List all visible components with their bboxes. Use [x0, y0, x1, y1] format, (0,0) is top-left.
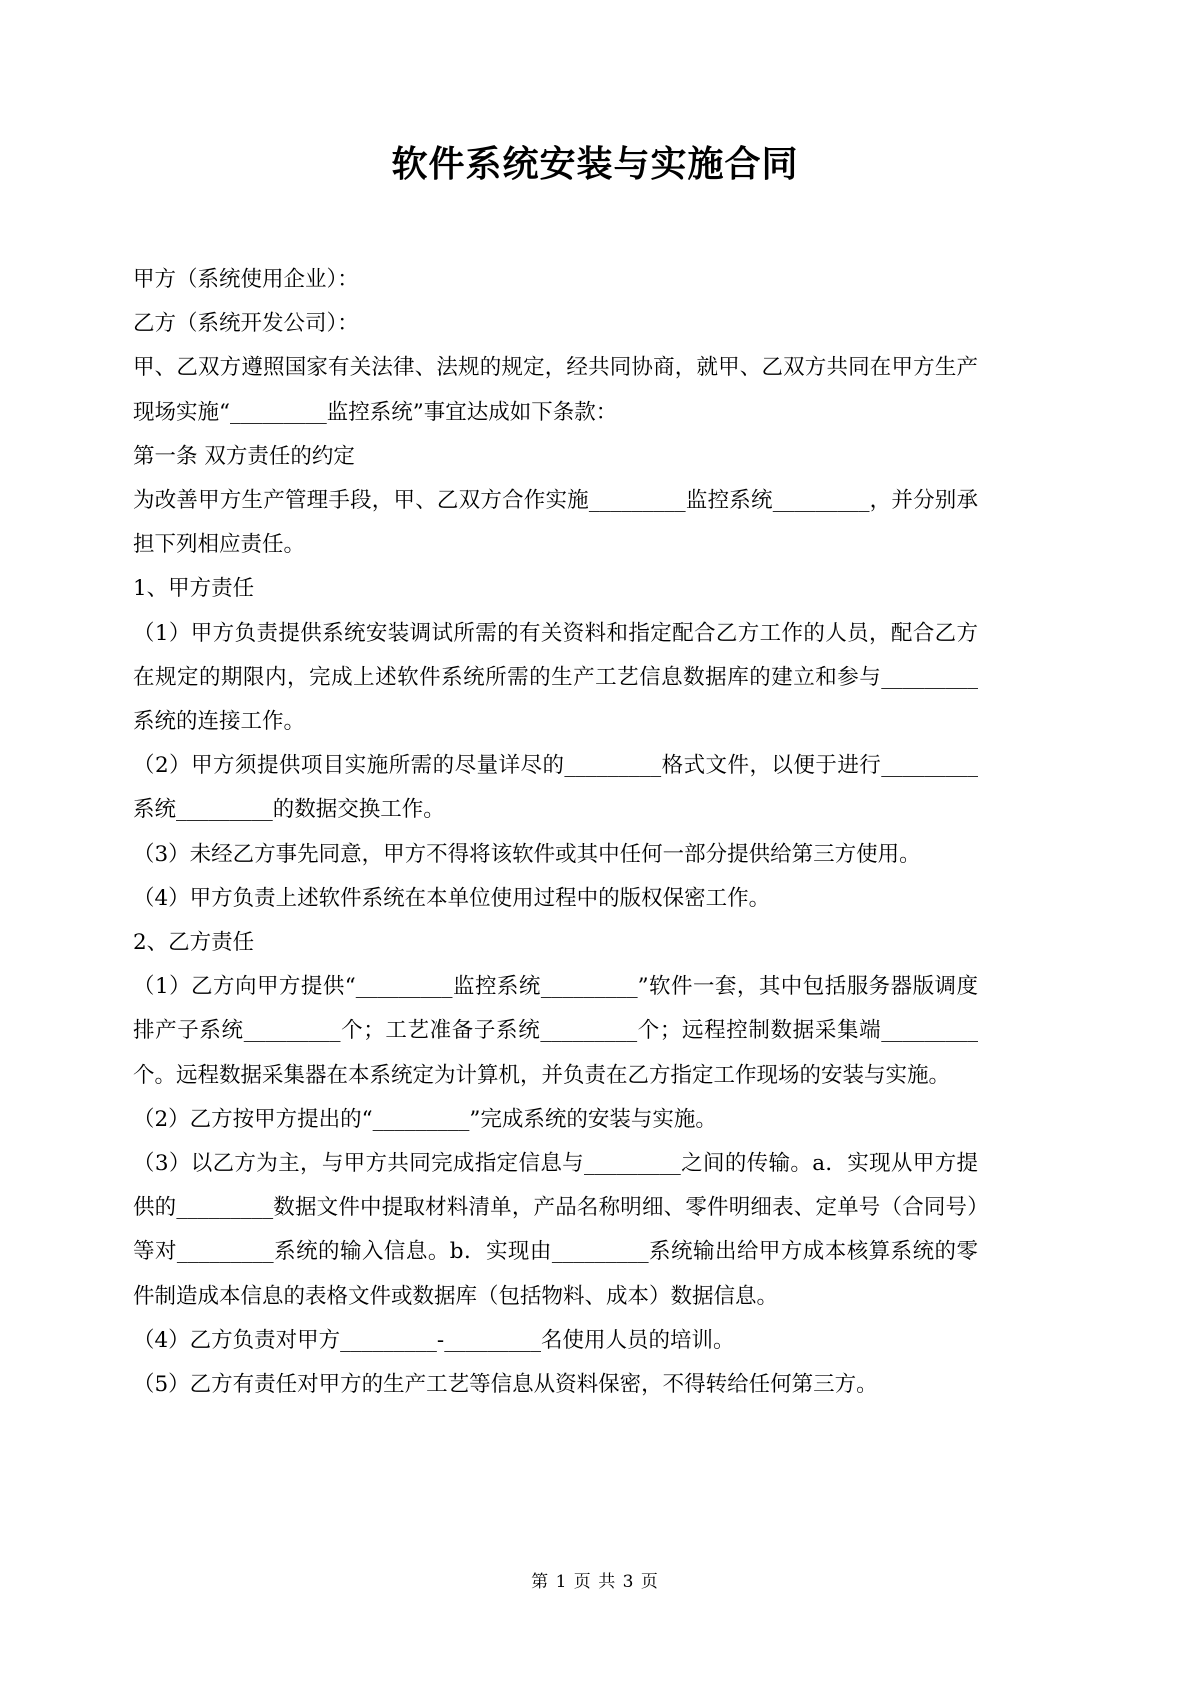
body-paragraph: （2）乙方按甲方提出的“_________”完成系统的安装与实施。 [133, 1106, 717, 1132]
body-paragraph: 甲方（系统使用企业）： [133, 267, 359, 292]
body-paragraph: （1）甲方负责提供系统安装调试所需的有关资料和指定配合乙方工作的人员，配合乙方在规定的期限内，完成上述软件系统所需的生产工艺信息数据库的建立和参与_________系统的连接工作。 [133, 620, 978, 735]
body-paragraph: （5）乙方有责任对甲方的生产工艺等信息从资料保密，不得转给任何第三方。 [133, 1372, 878, 1398]
body-paragraph: （4）乙方负责对甲方_________-_________名使用人员的培训。 [133, 1327, 735, 1353]
body-paragraph: （2）甲方须提供项目实施所需的尽量详尽的_________格式文件，以便于进行_________系统_________的数据交换工作。 [133, 753, 978, 823]
body-paragraph: （3）以乙方为主，与甲方共同完成指定信息与_________之间的传输。a．实现从甲方提供的_________数据文件中提取材料清单，产品名称明细、零件明细表、定单号（合同号）等对_________系统的输入信息。b．实现由_________系统输出给甲方成本核算系统的零件制造成本信息的表格文件或数据库（包括物料、成本）数据信息。 [133, 1151, 978, 1309]
body-paragraph: 1、甲方责任 [133, 576, 255, 602]
document-title: 软件系统安装与实施合同 [391, 143, 799, 185]
body-paragraph: （3）未经乙方事先同意，甲方不得将该软件或其中任何一部分提供给第三方使用。 [133, 841, 921, 867]
body-paragraph: （1）乙方向甲方提供“_________监控系统_________”软件一套，其中包括服务器版调度排产子系统_________个；工艺准备子系统_________个；远程控制数据采集端_________个。远程数据采集器在本系统定为计算机，并负责在乙方指定工作现场的安装与实施。 [133, 974, 978, 1088]
body-paragraph: 甲、乙双方遵照国家有关法律、法规的规定，经共同协商，就甲、乙双方共同在甲方生产现场实施“_________监控系统”事宜达成如下条款： [133, 355, 978, 425]
body-paragraph: 乙方（系统开发公司）： [133, 311, 359, 337]
document-body [133, 258, 978, 1407]
body-paragraph: 第一条 双方责任的约定 [133, 443, 355, 469]
body-paragraph: 2、乙方责任 [133, 930, 255, 956]
page-footer: 第 1 页 共 3 页 [531, 1572, 659, 1592]
body-paragraph: （4）甲方负责上述软件系统在本单位使用过程中的版权保密工作。 [133, 885, 771, 911]
body-paragraph: 为改善甲方生产管理手段，甲、乙双方合作实施_________监控系统_________，并分别承担下列相应责任。 [133, 488, 978, 558]
